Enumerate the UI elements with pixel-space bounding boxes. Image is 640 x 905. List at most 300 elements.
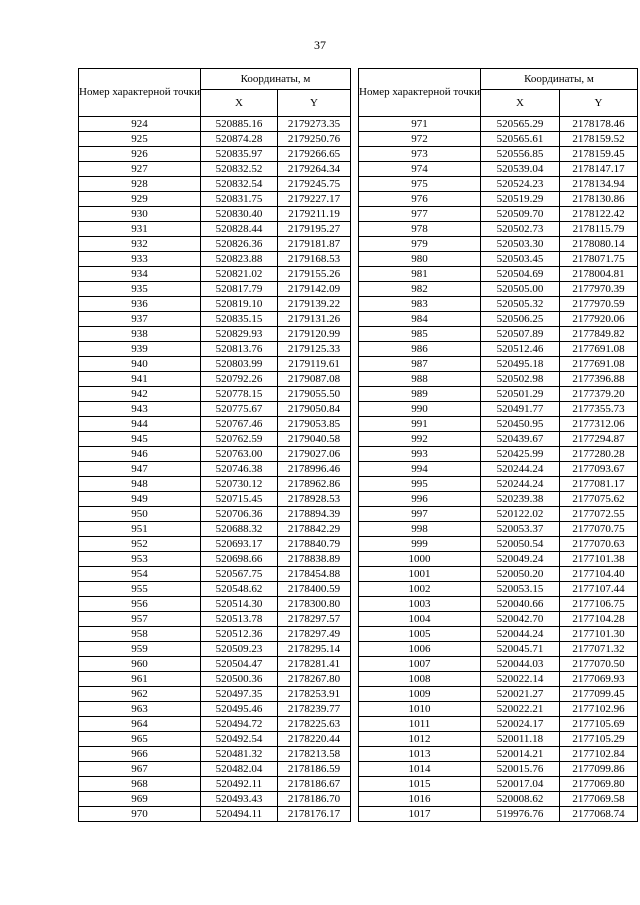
y-coordinate-cell: 2177081.17: [560, 477, 638, 492]
header-point-number: Номер характерной точки: [359, 69, 481, 117]
y-coordinate-cell: 2177070.75: [560, 522, 638, 537]
x-coordinate-cell: 520565.61: [481, 132, 560, 147]
y-coordinate-cell: 2177920.06: [560, 312, 638, 327]
page-number: 37: [314, 38, 326, 52]
x-coordinate-cell: 520495.46: [201, 702, 278, 717]
table-row: [359, 552, 638, 567]
table-row: [359, 192, 638, 207]
y-coordinate-cell: 2178400.59: [278, 582, 351, 597]
y-coordinate-cell: 2179055.50: [278, 387, 351, 402]
table-row: [359, 387, 638, 402]
y-coordinate-cell: 2177106.75: [560, 597, 638, 612]
x-coordinate-cell: 520832.52: [201, 162, 278, 177]
table-row: [79, 402, 351, 417]
point-number-cell: 931: [79, 222, 201, 237]
point-number-cell: 924: [79, 117, 201, 132]
x-coordinate-cell: 520817.79: [201, 282, 278, 297]
x-coordinate-cell: 520778.15: [201, 387, 278, 402]
table-row: [79, 657, 351, 672]
table-row: [359, 807, 638, 822]
table-row: [359, 642, 638, 657]
x-coordinate-cell: 520497.35: [201, 687, 278, 702]
point-number-cell: 928: [79, 177, 201, 192]
table-row: [359, 672, 638, 687]
y-coordinate-cell: 2179119.61: [278, 357, 351, 372]
point-number-cell: 940: [79, 357, 201, 372]
coordinates-table-left: [78, 68, 351, 822]
table-row: [359, 567, 638, 582]
point-number-cell: 957: [79, 612, 201, 627]
table-row: [79, 507, 351, 522]
y-coordinate-cell: 2177069.80: [560, 777, 638, 792]
point-number-cell: 977: [359, 207, 481, 222]
table-row: [79, 177, 351, 192]
point-number-cell: 962: [79, 687, 201, 702]
point-number-cell: 967: [79, 762, 201, 777]
header-coordinates: Координаты, м: [481, 69, 638, 90]
x-coordinate-cell: 520044.03: [481, 657, 560, 672]
point-number-cell: 989: [359, 387, 481, 402]
y-coordinate-cell: 2179211.19: [278, 207, 351, 222]
x-coordinate-cell: 520885.16: [201, 117, 278, 132]
point-number-cell: 949: [79, 492, 201, 507]
x-coordinate-cell: 520015.76: [481, 762, 560, 777]
y-coordinate-cell: 2178842.29: [278, 522, 351, 537]
point-number-cell: 941: [79, 372, 201, 387]
table-row: [79, 477, 351, 492]
x-coordinate-cell: 520548.62: [201, 582, 278, 597]
x-coordinate-cell: 520567.75: [201, 567, 278, 582]
x-coordinate-cell: 520715.45: [201, 492, 278, 507]
x-coordinate-cell: 520509.70: [481, 207, 560, 222]
table-row: [359, 747, 638, 762]
x-coordinate-cell: 520514.30: [201, 597, 278, 612]
table-row: [79, 522, 351, 537]
y-coordinate-cell: 2178176.17: [278, 807, 351, 822]
x-coordinate-cell: 520044.24: [481, 627, 560, 642]
y-coordinate-cell: 2178186.67: [278, 777, 351, 792]
x-coordinate-cell: 520803.99: [201, 357, 278, 372]
point-number-cell: 1010: [359, 702, 481, 717]
table-row: [79, 747, 351, 762]
point-number-cell: 937: [79, 312, 201, 327]
point-number-cell: 944: [79, 417, 201, 432]
table-row: [79, 807, 351, 822]
y-coordinate-cell: 2178838.89: [278, 552, 351, 567]
point-number-cell: 961: [79, 672, 201, 687]
y-coordinate-cell: 2178239.77: [278, 702, 351, 717]
point-number-cell: 927: [79, 162, 201, 177]
x-coordinate-cell: 520819.10: [201, 297, 278, 312]
x-coordinate-cell: 520503.30: [481, 237, 560, 252]
table-row: [359, 132, 638, 147]
point-number-cell: 991: [359, 417, 481, 432]
y-coordinate-cell: 2179040.58: [278, 432, 351, 447]
point-number-cell: 968: [79, 777, 201, 792]
point-number-cell: 942: [79, 387, 201, 402]
table-row: [359, 267, 638, 282]
table-row: [359, 117, 638, 132]
y-coordinate-cell: 2178122.42: [560, 207, 638, 222]
point-number-cell: 999: [359, 537, 481, 552]
point-number-cell: 993: [359, 447, 481, 462]
y-coordinate-cell: 2178134.94: [560, 177, 638, 192]
table-row: [79, 132, 351, 147]
y-coordinate-cell: 2177280.28: [560, 447, 638, 462]
point-number-cell: 1009: [359, 687, 481, 702]
point-number-cell: 975: [359, 177, 481, 192]
y-coordinate-cell: 2178130.86: [560, 192, 638, 207]
x-coordinate-cell: 520501.29: [481, 387, 560, 402]
y-coordinate-cell: 2177970.39: [560, 282, 638, 297]
point-number-cell: 984: [359, 312, 481, 327]
y-coordinate-cell: 2178147.17: [560, 162, 638, 177]
table-row: [359, 762, 638, 777]
x-coordinate-cell: 520425.99: [481, 447, 560, 462]
table-body-right: [359, 117, 638, 822]
point-number-cell: 1012: [359, 732, 481, 747]
x-coordinate-cell: 520014.21: [481, 747, 560, 762]
point-number-cell: 956: [79, 597, 201, 612]
x-coordinate-cell: 520539.04: [481, 162, 560, 177]
point-number-cell: 955: [79, 582, 201, 597]
point-number-cell: 992: [359, 432, 481, 447]
point-number-cell: 963: [79, 702, 201, 717]
point-number-cell: 947: [79, 462, 201, 477]
table-body-left: [79, 117, 351, 822]
x-coordinate-cell: 520556.85: [481, 147, 560, 162]
y-coordinate-cell: 2178840.79: [278, 537, 351, 552]
y-coordinate-cell: 2178253.91: [278, 687, 351, 702]
x-coordinate-cell: 520762.59: [201, 432, 278, 447]
x-coordinate-cell: 520828.44: [201, 222, 278, 237]
x-coordinate-cell: 520482.04: [201, 762, 278, 777]
y-coordinate-cell: 2178220.44: [278, 732, 351, 747]
table-row: [79, 492, 351, 507]
table-row: [79, 687, 351, 702]
x-coordinate-cell: 520775.67: [201, 402, 278, 417]
y-coordinate-cell: 2179250.76: [278, 132, 351, 147]
x-coordinate-cell: 520706.36: [201, 507, 278, 522]
y-coordinate-cell: 2178281.41: [278, 657, 351, 672]
y-coordinate-cell: 2178894.39: [278, 507, 351, 522]
point-number-cell: 976: [359, 192, 481, 207]
y-coordinate-cell: 2179264.34: [278, 162, 351, 177]
y-coordinate-cell: 2178213.58: [278, 747, 351, 762]
x-coordinate-cell: 520693.17: [201, 537, 278, 552]
table-row: [79, 582, 351, 597]
y-coordinate-cell: 2178080.14: [560, 237, 638, 252]
header-point-number: Номер характерной точки: [79, 69, 201, 117]
point-number-cell: 952: [79, 537, 201, 552]
table-row: [79, 192, 351, 207]
x-coordinate-cell: 520504.47: [201, 657, 278, 672]
point-number-cell: 965: [79, 732, 201, 747]
y-coordinate-cell: 2177101.30: [560, 627, 638, 642]
header-coordinates: Координаты, м: [201, 69, 351, 90]
point-number-cell: 970: [79, 807, 201, 822]
y-coordinate-cell: 2179125.33: [278, 342, 351, 357]
y-coordinate-cell: 2177379.20: [560, 387, 638, 402]
y-coordinate-cell: 2177102.84: [560, 747, 638, 762]
y-coordinate-cell: 2179027.06: [278, 447, 351, 462]
point-number-cell: 971: [359, 117, 481, 132]
x-coordinate-cell: 520244.24: [481, 477, 560, 492]
y-coordinate-cell: 2177075.62: [560, 492, 638, 507]
point-number-cell: 998: [359, 522, 481, 537]
table-row: [79, 537, 351, 552]
y-coordinate-cell: 2177104.40: [560, 567, 638, 582]
table-row: [359, 432, 638, 447]
y-coordinate-cell: 2177970.59: [560, 297, 638, 312]
table-row: [79, 297, 351, 312]
x-coordinate-cell: 520813.76: [201, 342, 278, 357]
x-coordinate-cell: 520767.46: [201, 417, 278, 432]
x-coordinate-cell: 520502.98: [481, 372, 560, 387]
x-coordinate-cell: 520494.11: [201, 807, 278, 822]
table-row: [359, 177, 638, 192]
point-number-cell: 953: [79, 552, 201, 567]
x-coordinate-cell: 520513.78: [201, 612, 278, 627]
table-row: [359, 147, 638, 162]
x-coordinate-cell: 520506.25: [481, 312, 560, 327]
table-row: [79, 162, 351, 177]
table-row: [359, 282, 638, 297]
point-number-cell: 979: [359, 237, 481, 252]
x-coordinate-cell: 520053.37: [481, 522, 560, 537]
table-row: [359, 402, 638, 417]
x-coordinate-cell: 520688.32: [201, 522, 278, 537]
table-row: [79, 327, 351, 342]
x-coordinate-cell: 520021.27: [481, 687, 560, 702]
x-coordinate-cell: 520491.77: [481, 402, 560, 417]
x-coordinate-cell: 520492.54: [201, 732, 278, 747]
table-row: [79, 552, 351, 567]
table-row: [359, 717, 638, 732]
x-coordinate-cell: 520493.43: [201, 792, 278, 807]
x-coordinate-cell: 520831.75: [201, 192, 278, 207]
table-row: [359, 237, 638, 252]
table-row: [79, 717, 351, 732]
table-row: [79, 357, 351, 372]
y-coordinate-cell: 2179142.09: [278, 282, 351, 297]
x-coordinate-cell: 520050.20: [481, 567, 560, 582]
table-row: [359, 297, 638, 312]
table-row: [359, 417, 638, 432]
table-row: [79, 432, 351, 447]
y-coordinate-cell: 2179195.27: [278, 222, 351, 237]
table-row: [79, 117, 351, 132]
x-coordinate-cell: 520512.36: [201, 627, 278, 642]
table-row: [79, 252, 351, 267]
y-coordinate-cell: 2177069.58: [560, 792, 638, 807]
point-number-cell: 958: [79, 627, 201, 642]
y-coordinate-cell: 2179245.75: [278, 177, 351, 192]
x-coordinate-cell: 520830.40: [201, 207, 278, 222]
y-coordinate-cell: 2178115.79: [560, 222, 638, 237]
table-row: [359, 627, 638, 642]
table-row: [79, 792, 351, 807]
table-row: [359, 327, 638, 342]
table-row: [79, 612, 351, 627]
point-number-cell: 996: [359, 492, 481, 507]
x-coordinate-cell: 520495.18: [481, 357, 560, 372]
x-coordinate-cell: 520244.24: [481, 462, 560, 477]
table-row: [359, 507, 638, 522]
point-number-cell: 988: [359, 372, 481, 387]
table-row: [359, 612, 638, 627]
y-coordinate-cell: 2177105.69: [560, 717, 638, 732]
point-number-cell: 1001: [359, 567, 481, 582]
y-coordinate-cell: 2178267.80: [278, 672, 351, 687]
x-coordinate-cell: 519976.76: [481, 807, 560, 822]
x-coordinate-cell: 520763.00: [201, 447, 278, 462]
table-row: [79, 342, 351, 357]
point-number-cell: 936: [79, 297, 201, 312]
table-row: [359, 792, 638, 807]
y-coordinate-cell: 2178178.46: [560, 117, 638, 132]
point-number-cell: 966: [79, 747, 201, 762]
table-row: [359, 597, 638, 612]
y-coordinate-cell: 2179131.26: [278, 312, 351, 327]
y-coordinate-cell: 2179087.08: [278, 372, 351, 387]
table-row: [79, 237, 351, 252]
point-number-cell: 934: [79, 267, 201, 282]
y-coordinate-cell: 2177101.38: [560, 552, 638, 567]
y-coordinate-cell: 2178004.81: [560, 267, 638, 282]
y-coordinate-cell: 2177099.45: [560, 687, 638, 702]
point-number-cell: 948: [79, 477, 201, 492]
y-coordinate-cell: 2178186.59: [278, 762, 351, 777]
x-coordinate-cell: 520829.93: [201, 327, 278, 342]
x-coordinate-cell: 520239.38: [481, 492, 560, 507]
x-coordinate-cell: 520730.12: [201, 477, 278, 492]
y-coordinate-cell: 2179155.26: [278, 267, 351, 282]
y-coordinate-cell: 2178159.45: [560, 147, 638, 162]
point-number-cell: 997: [359, 507, 481, 522]
y-coordinate-cell: 2178962.86: [278, 477, 351, 492]
table-row: [79, 207, 351, 222]
point-number-cell: 1006: [359, 642, 481, 657]
x-coordinate-cell: 520835.15: [201, 312, 278, 327]
table-row: [359, 162, 638, 177]
x-coordinate-cell: 520481.32: [201, 747, 278, 762]
point-number-cell: 929: [79, 192, 201, 207]
y-coordinate-cell: 2178297.57: [278, 612, 351, 627]
table-row: [79, 642, 351, 657]
x-coordinate-cell: 520494.72: [201, 717, 278, 732]
x-coordinate-cell: 520505.32: [481, 297, 560, 312]
coordinates-table-right: [358, 68, 638, 822]
y-coordinate-cell: 2179266.65: [278, 147, 351, 162]
point-number-cell: 959: [79, 642, 201, 657]
table-row: [79, 147, 351, 162]
x-coordinate-cell: 520821.02: [201, 267, 278, 282]
y-coordinate-cell: 2177107.44: [560, 582, 638, 597]
x-coordinate-cell: 520042.70: [481, 612, 560, 627]
table-row: [359, 312, 638, 327]
y-coordinate-cell: 2178071.75: [560, 252, 638, 267]
x-coordinate-cell: 520049.24: [481, 552, 560, 567]
x-coordinate-cell: 520792.26: [201, 372, 278, 387]
y-coordinate-cell: 2177312.06: [560, 417, 638, 432]
table-row: [359, 657, 638, 672]
table-row: [359, 252, 638, 267]
y-coordinate-cell: 2178225.63: [278, 717, 351, 732]
y-coordinate-cell: 2178297.49: [278, 627, 351, 642]
point-number-cell: 986: [359, 342, 481, 357]
y-coordinate-cell: 2178454.88: [278, 567, 351, 582]
y-coordinate-cell: 2179050.84: [278, 402, 351, 417]
point-number-cell: 951: [79, 522, 201, 537]
table-row: [79, 282, 351, 297]
point-number-cell: 983: [359, 297, 481, 312]
point-number-cell: 1000: [359, 552, 481, 567]
y-coordinate-cell: 2177355.73: [560, 402, 638, 417]
point-number-cell: 1008: [359, 672, 481, 687]
table-row: [359, 357, 638, 372]
point-number-cell: 1004: [359, 612, 481, 627]
table-row: [359, 447, 638, 462]
x-coordinate-cell: 520524.23: [481, 177, 560, 192]
y-coordinate-cell: 2177069.93: [560, 672, 638, 687]
point-number-cell: 935: [79, 282, 201, 297]
y-coordinate-cell: 2177294.87: [560, 432, 638, 447]
y-coordinate-cell: 2177072.55: [560, 507, 638, 522]
table-row: [79, 222, 351, 237]
point-number-cell: 964: [79, 717, 201, 732]
table-row: [359, 462, 638, 477]
point-number-cell: 1015: [359, 777, 481, 792]
point-number-cell: 1013: [359, 747, 481, 762]
point-number-cell: 978: [359, 222, 481, 237]
y-coordinate-cell: 2178186.70: [278, 792, 351, 807]
point-number-cell: 939: [79, 342, 201, 357]
y-coordinate-cell: 2177691.08: [560, 342, 638, 357]
x-coordinate-cell: 520512.46: [481, 342, 560, 357]
point-number-cell: 974: [359, 162, 481, 177]
table-row: [79, 372, 351, 387]
table-row: [79, 627, 351, 642]
point-number-cell: 1011: [359, 717, 481, 732]
y-coordinate-cell: 2177691.08: [560, 357, 638, 372]
point-number-cell: 987: [359, 357, 481, 372]
x-coordinate-cell: 520502.73: [481, 222, 560, 237]
point-number-cell: 972: [359, 132, 481, 147]
x-coordinate-cell: 520008.62: [481, 792, 560, 807]
table-row: [79, 702, 351, 717]
x-coordinate-cell: 520874.28: [201, 132, 278, 147]
table-row: [359, 222, 638, 237]
point-number-cell: 926: [79, 147, 201, 162]
table-row: [79, 447, 351, 462]
point-number-cell: 982: [359, 282, 481, 297]
y-coordinate-cell: 2178300.80: [278, 597, 351, 612]
table-row: [79, 732, 351, 747]
point-number-cell: 980: [359, 252, 481, 267]
point-number-cell: 1002: [359, 582, 481, 597]
point-number-cell: 985: [359, 327, 481, 342]
y-coordinate-cell: 2179120.99: [278, 327, 351, 342]
table-row: [79, 267, 351, 282]
x-coordinate-cell: 520504.69: [481, 267, 560, 282]
y-coordinate-cell: 2177105.29: [560, 732, 638, 747]
x-coordinate-cell: 520835.97: [201, 147, 278, 162]
header-x: X: [201, 90, 278, 117]
x-coordinate-cell: 520450.95: [481, 417, 560, 432]
table-row: [79, 777, 351, 792]
point-number-cell: 932: [79, 237, 201, 252]
